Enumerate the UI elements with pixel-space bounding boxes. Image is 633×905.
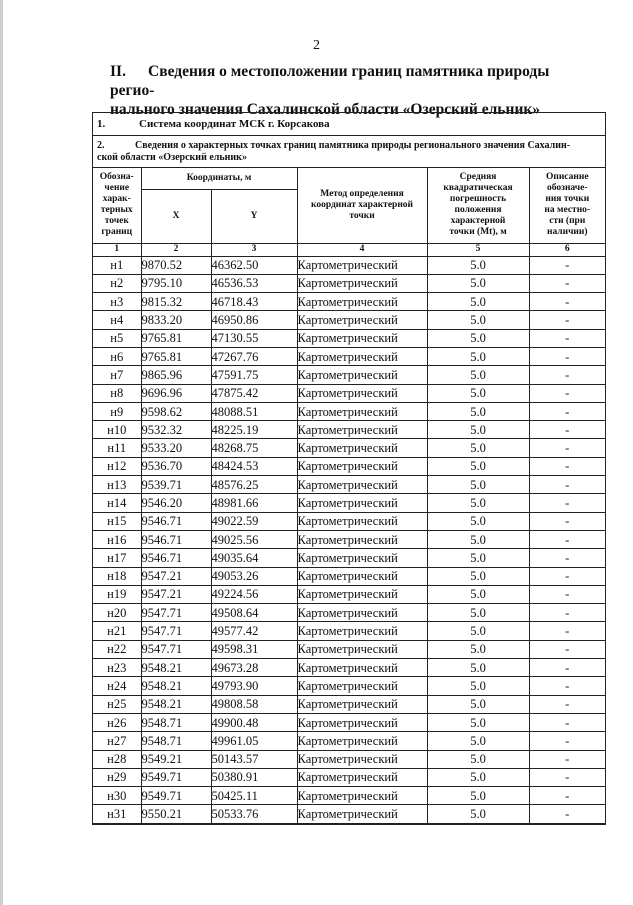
method-cell: Картометрический (297, 549, 427, 567)
x-coordinate: 9865.96 (141, 366, 211, 384)
section-title-line1: Сведения о местоположении границ памятника природы регио- (110, 63, 550, 99)
y-coordinate: 49035.64 (211, 549, 297, 567)
error-cell: 5.0 (427, 494, 529, 512)
header-line: на местно- (544, 205, 591, 216)
description-cell: - (529, 329, 605, 347)
point-id: н24 (93, 677, 141, 695)
x-coordinate: 9549.71 (141, 787, 211, 805)
error-cell: 5.0 (427, 787, 529, 805)
y-coordinate: 49022.59 (211, 512, 297, 530)
x-coordinate: 9549.71 (141, 768, 211, 786)
description-cell: - (529, 274, 605, 292)
method-cell: Картометрический (297, 512, 427, 530)
point-id: н19 (93, 585, 141, 603)
method-cell: Картометрический (297, 274, 427, 292)
table-row (93, 512, 605, 530)
method-cell: Картометрический (297, 530, 427, 548)
points-table (93, 168, 605, 824)
section-title-line2: нального значения Сахалинской области «Озерский ельник» (110, 101, 541, 118)
characteristic-points-line1: Сведения о характерных точках границ памятника природы регионального значения Сахалин- (135, 140, 571, 151)
y-coordinate: 49793.90 (211, 677, 297, 695)
point-id: н6 (93, 347, 141, 365)
table-row (93, 713, 605, 731)
method-cell: Картометрический (297, 567, 427, 585)
error-cell: 5.0 (427, 530, 529, 548)
y-coordinate: 49961.05 (211, 732, 297, 750)
x-coordinate: 9549.21 (141, 750, 211, 768)
header-line: Описание (545, 172, 589, 183)
y-coordinate: 47267.76 (211, 347, 297, 365)
table-row (93, 805, 605, 823)
characteristic-points-line2: ской области «Озерский ельник» (97, 152, 247, 163)
x-coordinate: 9870.52 (141, 256, 211, 274)
error-cell: 5.0 (427, 311, 529, 329)
error-cell: 5.0 (427, 750, 529, 768)
error-cell: 5.0 (427, 695, 529, 713)
error-cell: 5.0 (427, 366, 529, 384)
table-row (93, 476, 605, 494)
description-cell: - (529, 366, 605, 384)
point-id: н27 (93, 732, 141, 750)
coordinate-system-text: Система координат МСК г. Корсакова (139, 118, 330, 130)
y-coordinate: 50533.76 (211, 805, 297, 823)
point-id: н16 (93, 530, 141, 548)
x-coordinate: 9547.21 (141, 585, 211, 603)
header-line: харак- (102, 194, 131, 205)
description-cell: - (529, 640, 605, 658)
error-cell: 5.0 (427, 402, 529, 420)
method-cell: Картометрический (297, 347, 427, 365)
error-cell: 5.0 (427, 732, 529, 750)
method-cell: Картометрический (297, 402, 427, 420)
header-error (427, 168, 529, 243)
point-id: н12 (93, 457, 141, 475)
point-id: н23 (93, 659, 141, 677)
y-coordinate: 48088.51 (211, 402, 297, 420)
point-id: н21 (93, 622, 141, 640)
method-cell: Картометрический (297, 750, 427, 768)
table-row (93, 366, 605, 384)
header-line: положения (454, 205, 502, 216)
point-id: н14 (93, 494, 141, 512)
y-coordinate: 49508.64 (211, 604, 297, 622)
point-id: н13 (93, 476, 141, 494)
section-title (110, 62, 580, 119)
error-cell: 5.0 (427, 805, 529, 823)
table-row (93, 567, 605, 585)
error-cell: 5.0 (427, 659, 529, 677)
error-cell: 5.0 (427, 476, 529, 494)
point-id: н30 (93, 787, 141, 805)
y-coordinate: 49224.56 (211, 585, 297, 603)
x-coordinate: 9550.21 (141, 805, 211, 823)
header-y: Y (211, 189, 297, 243)
x-coordinate: 9548.71 (141, 713, 211, 731)
y-coordinate: 48576.25 (211, 476, 297, 494)
point-id: н15 (93, 512, 141, 530)
point-id: н18 (93, 567, 141, 585)
header-line: Обозна- (99, 172, 134, 183)
error-cell: 5.0 (427, 293, 529, 311)
y-coordinate: 50425.11 (211, 787, 297, 805)
point-id: н22 (93, 640, 141, 658)
error-cell: 5.0 (427, 256, 529, 274)
method-cell: Картометрический (297, 768, 427, 786)
table-row (93, 695, 605, 713)
error-cell: 5.0 (427, 713, 529, 731)
header-x: X (141, 189, 211, 243)
table-row (93, 750, 605, 768)
point-id: н20 (93, 604, 141, 622)
description-cell: - (529, 512, 605, 530)
y-coordinate: 48225.19 (211, 421, 297, 439)
method-cell: Картометрический (297, 457, 427, 475)
table-row (93, 421, 605, 439)
method-cell: Картометрический (297, 640, 427, 658)
point-id: н25 (93, 695, 141, 713)
method-cell: Картометрический (297, 366, 427, 384)
column-number: 3 (211, 243, 297, 256)
method-cell: Картометрический (297, 695, 427, 713)
table-row (93, 604, 605, 622)
method-cell: Картометрический (297, 384, 427, 402)
method-cell: Картометрический (297, 677, 427, 695)
point-id: н10 (93, 421, 141, 439)
method-cell: Картометрический (297, 622, 427, 640)
description-cell: - (529, 421, 605, 439)
table-row (93, 329, 605, 347)
header-line: точки (349, 210, 375, 221)
description-cell: - (529, 695, 605, 713)
table-row (93, 732, 605, 750)
page-number: 2 (313, 38, 320, 53)
y-coordinate: 49025.56 (211, 530, 297, 548)
y-coordinate: 49053.26 (211, 567, 297, 585)
column-number: 2 (141, 243, 211, 256)
y-coordinate: 50380.91 (211, 768, 297, 786)
description-cell: - (529, 787, 605, 805)
column-number: 4 (297, 243, 427, 256)
error-cell: 5.0 (427, 274, 529, 292)
error-cell: 5.0 (427, 439, 529, 457)
description-cell: - (529, 732, 605, 750)
header-line: погрешность (449, 194, 507, 205)
y-coordinate: 49673.28 (211, 659, 297, 677)
x-coordinate: 9547.71 (141, 640, 211, 658)
x-coordinate: 9547.21 (141, 567, 211, 585)
table-row (93, 402, 605, 420)
x-coordinate: 9546.20 (141, 494, 211, 512)
point-id: н11 (93, 439, 141, 457)
y-coordinate: 49808.58 (211, 695, 297, 713)
header-line: сти (при (549, 216, 586, 227)
description-cell: - (529, 530, 605, 548)
x-coordinate: 9536.70 (141, 457, 211, 475)
x-coordinate: 9548.21 (141, 695, 211, 713)
error-cell: 5.0 (427, 768, 529, 786)
header-line: обозначе- (547, 183, 588, 194)
error-cell: 5.0 (427, 604, 529, 622)
table-row (93, 622, 605, 640)
point-id: н29 (93, 768, 141, 786)
x-coordinate: 9546.71 (141, 530, 211, 548)
error-cell: 5.0 (427, 421, 529, 439)
y-coordinate: 48981.66 (211, 494, 297, 512)
table-row (93, 530, 605, 548)
section-number: II. (110, 63, 126, 80)
point-id: н4 (93, 311, 141, 329)
table-row (93, 311, 605, 329)
point-id: н26 (93, 713, 141, 731)
coordinate-system-row (93, 113, 605, 136)
x-coordinate: 9546.71 (141, 549, 211, 567)
description-cell: - (529, 750, 605, 768)
x-coordinate: 9765.81 (141, 347, 211, 365)
characteristic-points-row (93, 136, 605, 168)
point-id: н8 (93, 384, 141, 402)
method-cell: Картометрический (297, 293, 427, 311)
method-cell: Картометрический (297, 659, 427, 677)
y-coordinate: 49598.31 (211, 640, 297, 658)
description-cell: - (529, 384, 605, 402)
x-coordinate: 9533.20 (141, 439, 211, 457)
error-cell: 5.0 (427, 567, 529, 585)
error-cell: 5.0 (427, 329, 529, 347)
column-numbers-row (93, 243, 605, 256)
y-coordinate: 47130.55 (211, 329, 297, 347)
x-coordinate: 9548.21 (141, 677, 211, 695)
error-cell: 5.0 (427, 622, 529, 640)
error-cell: 5.0 (427, 549, 529, 567)
description-cell: - (529, 677, 605, 695)
scan-edge (0, 0, 3, 905)
table-row (93, 640, 605, 658)
header-line: наличии) (546, 227, 588, 238)
description-cell: - (529, 256, 605, 274)
method-cell: Картометрический (297, 494, 427, 512)
table-row (93, 787, 605, 805)
header-coordinates: Координаты, м (141, 168, 297, 189)
point-id: н31 (93, 805, 141, 823)
x-coordinate: 9696.96 (141, 384, 211, 402)
y-coordinate: 49900.48 (211, 713, 297, 731)
header-line: квадратическая (443, 183, 513, 194)
header-line: терных (100, 205, 133, 216)
column-number: 1 (93, 243, 141, 256)
y-coordinate: 46950.86 (211, 311, 297, 329)
header-description (529, 168, 605, 243)
x-coordinate: 9598.62 (141, 402, 211, 420)
description-cell: - (529, 311, 605, 329)
description-cell: - (529, 567, 605, 585)
table-row (93, 677, 605, 695)
point-id: н2 (93, 274, 141, 292)
point-id: н9 (93, 402, 141, 420)
method-cell: Картометрический (297, 732, 427, 750)
method-cell: Картометрический (297, 421, 427, 439)
header-line: границ (101, 227, 133, 238)
table-row (93, 347, 605, 365)
error-cell: 5.0 (427, 457, 529, 475)
method-cell: Картометрический (297, 476, 427, 494)
y-coordinate: 50143.57 (211, 750, 297, 768)
error-cell: 5.0 (427, 384, 529, 402)
table-row (93, 384, 605, 402)
method-cell: Картометрический (297, 439, 427, 457)
header-line: ния точки (545, 194, 590, 205)
y-coordinate: 47875.42 (211, 384, 297, 402)
x-coordinate: 9547.71 (141, 622, 211, 640)
header-line: чение (104, 183, 130, 194)
description-cell: - (529, 402, 605, 420)
column-number: 6 (529, 243, 605, 256)
point-id: н28 (93, 750, 141, 768)
header-line: точки (Mt), м (449, 227, 507, 238)
header-method (297, 168, 427, 243)
table-row (93, 293, 605, 311)
point-id: н3 (93, 293, 141, 311)
table-row (93, 457, 605, 475)
y-coordinate: 47591.75 (211, 366, 297, 384)
error-cell: 5.0 (427, 585, 529, 603)
y-coordinate: 49577.42 (211, 622, 297, 640)
table-row (93, 585, 605, 603)
header-line: точек (104, 216, 129, 227)
description-cell: - (529, 347, 605, 365)
table-row (93, 768, 605, 786)
method-cell: Картометрический (297, 604, 427, 622)
point-id: н17 (93, 549, 141, 567)
method-cell: Картометрический (297, 256, 427, 274)
x-coordinate: 9548.21 (141, 659, 211, 677)
y-coordinate: 48268.75 (211, 439, 297, 457)
description-cell: - (529, 549, 605, 567)
description-cell: - (529, 768, 605, 786)
x-coordinate: 9795.10 (141, 274, 211, 292)
point-id: н7 (93, 366, 141, 384)
description-cell: - (529, 622, 605, 640)
method-cell: Картометрический (297, 311, 427, 329)
table-row (93, 274, 605, 292)
header-line: Средняя (459, 172, 497, 183)
row-number: 1. (97, 118, 106, 130)
point-id: н5 (93, 329, 141, 347)
x-coordinate: 9548.71 (141, 732, 211, 750)
boundary-table (92, 112, 606, 825)
table-row (93, 256, 605, 274)
x-coordinate: 9833.20 (141, 311, 211, 329)
description-cell: - (529, 494, 605, 512)
column-number: 5 (427, 243, 529, 256)
description-cell: - (529, 805, 605, 823)
table-row (93, 659, 605, 677)
y-coordinate: 48424.53 (211, 457, 297, 475)
method-cell: Картометрический (297, 329, 427, 347)
description-cell: - (529, 713, 605, 731)
description-cell: - (529, 585, 605, 603)
table-row (93, 439, 605, 457)
header-line: характерной (450, 216, 506, 227)
y-coordinate: 46536.53 (211, 274, 297, 292)
error-cell: 5.0 (427, 512, 529, 530)
header-designation (93, 168, 141, 243)
error-cell: 5.0 (427, 677, 529, 695)
table-row (93, 549, 605, 567)
point-id: н1 (93, 256, 141, 274)
header-line: Метод определения (320, 188, 404, 199)
description-cell: - (529, 439, 605, 457)
row-number: 2. (97, 140, 105, 151)
x-coordinate: 9546.71 (141, 512, 211, 530)
method-cell: Картометрический (297, 805, 427, 823)
x-coordinate: 9765.81 (141, 329, 211, 347)
method-cell: Картометрический (297, 585, 427, 603)
description-cell: - (529, 659, 605, 677)
description-cell: - (529, 476, 605, 494)
x-coordinate: 9532.32 (141, 421, 211, 439)
y-coordinate: 46718.43 (211, 293, 297, 311)
description-cell: - (529, 457, 605, 475)
x-coordinate: 9547.71 (141, 604, 211, 622)
method-cell: Картометрический (297, 787, 427, 805)
description-cell: - (529, 604, 605, 622)
method-cell: Картометрический (297, 713, 427, 731)
y-coordinate: 46362.50 (211, 256, 297, 274)
error-cell: 5.0 (427, 640, 529, 658)
description-cell: - (529, 293, 605, 311)
table-row (93, 494, 605, 512)
header-line: координат характерной (310, 199, 414, 210)
x-coordinate: 9539.71 (141, 476, 211, 494)
error-cell: 5.0 (427, 347, 529, 365)
x-coordinate: 9815.32 (141, 293, 211, 311)
